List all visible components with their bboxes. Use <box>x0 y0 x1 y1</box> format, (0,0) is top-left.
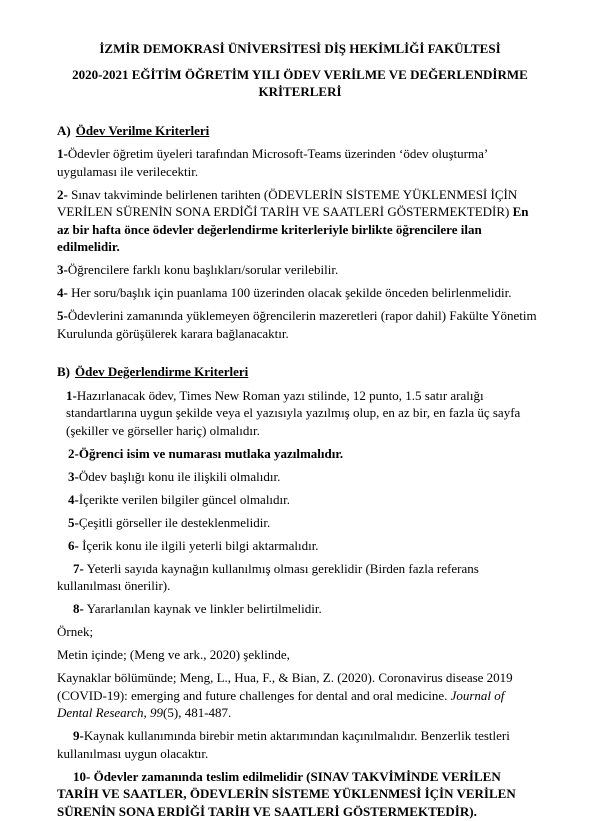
text-run: Kaynak kullanımında birebir metin aktarımından kaçınılmalıdır. Benzerlik testleri kullanılması uygun olacaktır. <box>57 728 510 761</box>
text-run-bold: 7- <box>73 560 84 576</box>
text-run: Örnek; <box>57 624 94 639</box>
text-run: Sınav takviminde belirlenen tarihten (ÖDEVLERİN SİSTEME YÜKLENMESİ İÇİN VERİLEN SÜRENİN SONA ERDİĞİ TARİH VE SAATLERİ GÖSTERMEKTEDİR) <box>57 186 518 219</box>
document-body <box>57 122 543 821</box>
text-run: Yararlanılan kaynak ve linkler belirtilmelidir. <box>83 601 322 616</box>
text-run-italic: Journal of Dental Research, 99 <box>57 687 505 720</box>
paragraph <box>57 145 543 180</box>
section-label: A) <box>57 122 71 138</box>
text-run: İçerik konu ile ilgili yeterli bilgi aktarmalıdır. <box>78 537 319 553</box>
text-run: İçerikte verilen bilgiler güncel olmalıdır. <box>78 491 291 507</box>
text-run: Yeterli sayıda kaynağın kullanılmış olması gereklidir (Birden fazla referans kullanılması önerilir). <box>57 560 479 593</box>
text-run: Kaynaklar bölümünde; Meng, L., Hua, F., & Bian, Z. (2020). Coronavirus disease 2019 (COVID-19): emerging and future challenges for dental and oral medicine. <box>57 670 513 703</box>
section-title: Ödev Değerlendirme Kriterleri <box>75 364 249 379</box>
text-run: (5), 481-487. <box>163 705 232 720</box>
paragraph <box>57 514 543 532</box>
paragraph <box>57 669 543 722</box>
text-run: Ödev başlığı konu ile ilişkili olmalıdır. <box>78 468 281 484</box>
text-run-bold: 5- <box>57 308 68 323</box>
text-run: Hazırlanacak ödev, Times New Roman yazı stilinde, 12 punto, 1.5 satır aralığı standartlarına uygun şekilde veya el yazısıyla yazılmış olup, en az bir, en fazla üç sayfa (şekiller ve görseller hariç) olmalıdır. <box>66 387 521 438</box>
paragraph <box>57 600 543 618</box>
text-run: Çeşitli görseller ile desteklenmelidir. <box>78 514 271 530</box>
text-run-bold: En az bir hafta önce ödevler değerlendirme kriterleriyle birlikte öğrencilere ilan edilmelidir. <box>57 204 529 254</box>
text-run-bold: 4- <box>57 285 68 300</box>
paragraph <box>57 560 543 595</box>
section-label: B) <box>57 364 70 379</box>
text-run-bold: 1- <box>66 387 77 403</box>
text-run-bold: 8- <box>73 601 84 616</box>
text-run: Metin içinde; (Meng ve ark., 2020) şeklinde, <box>57 647 290 662</box>
text-run: Öğrencilere farklı konu başlıkları/sorular verilebilir. <box>67 262 339 277</box>
paragraph <box>57 623 543 641</box>
paragraph <box>57 307 543 342</box>
paragraph <box>57 537 543 555</box>
text-run-bold: 3- <box>68 468 79 484</box>
text-run-bold: 9- <box>73 728 84 743</box>
paragraph <box>57 491 543 509</box>
paragraph <box>57 646 543 664</box>
paragraph <box>57 445 543 463</box>
paragraph <box>57 727 543 762</box>
paragraph <box>66 387 543 440</box>
text-run: Ödevlerini zamanında yüklemeyen öğrencilerin mazeretleri (rapor dahil) Fakülte Yönetim Kurulunda görüşülerek karara bağlanacaktır. <box>57 308 537 341</box>
section-heading-b <box>57 363 543 381</box>
text-run-bold: 5- <box>68 514 79 530</box>
paragraph <box>57 468 543 486</box>
text-run-bold: 10- Ödevler zamanında teslim edilmelidir (SINAV TAKVİMİNDE VERİLEN TARİH VE SAATLER, ÖDEVLERİN SİSTEME YÜKLENMESİ İÇİN VERİLEN SÜRENİN SONA ERDİĞİ TARİH VE SAATLERİ GÖSTERMEKTEDİR). <box>57 768 516 819</box>
text-run-bold: 3- <box>57 262 68 277</box>
section-title: Ödev Verilme Kriterleri <box>75 122 210 138</box>
text-run-bold: 2-Öğrenci isim ve numarası mutlaka yazılmalıdır. <box>68 445 344 461</box>
paragraph <box>57 186 543 256</box>
section-heading-a <box>57 122 543 140</box>
text-run: Ödevler öğretim üyeleri tarafından Microsoft-Teams üzerinden ‘ödev oluşturma’ uygulaması ile verilecektir. <box>57 146 488 179</box>
text-run-bold: 1- <box>57 146 68 161</box>
document-subtitle: 2020-2021 EĞİTİM ÖĞRETİM YILI ÖDEV VERİLME VE DEĞERLENDİRME KRİTERLERİ <box>72 66 528 99</box>
document-title: İZMİR DEMOKRASİ ÜNİVERSİTESİ DİŞ HEKİMLİĞİ FAKÜLTESİ <box>99 41 501 56</box>
text-run-bold: 2- <box>57 186 68 202</box>
text-run-bold: 4- <box>68 491 79 507</box>
paragraph <box>57 261 543 279</box>
paragraph <box>57 768 543 821</box>
text-run: Her soru/başlık için puanlama 100 üzerinden olacak şekilde önceden belirlenmelidir. <box>67 285 512 300</box>
paragraph <box>57 284 543 302</box>
text-run-bold: 6- <box>68 537 79 553</box>
